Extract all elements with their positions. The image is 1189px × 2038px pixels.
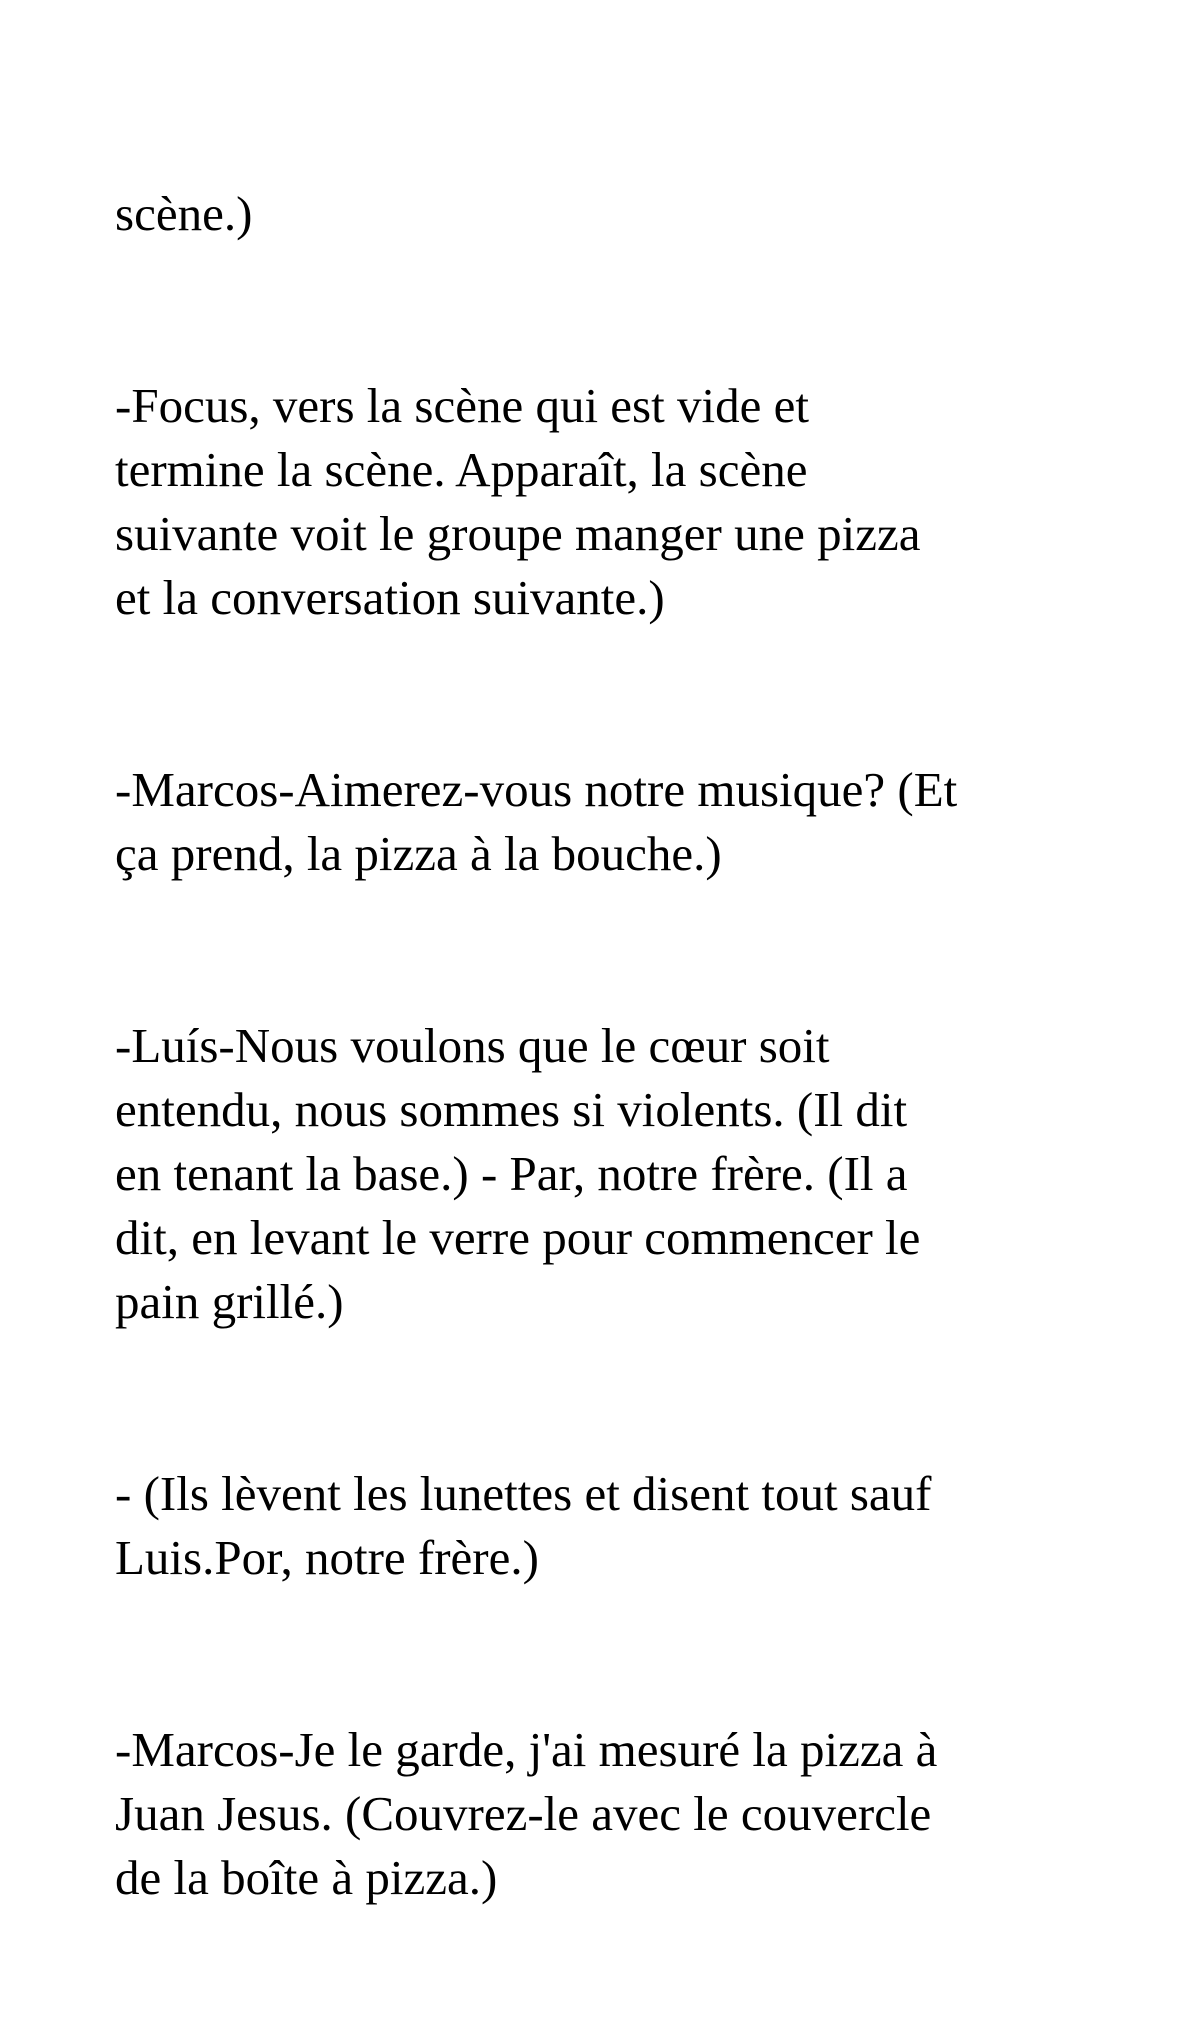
paragraph-luis-heart: -Luís-Nous voulons que le cœur soit entendu, nous sommes si violents. (Il dit en tenant la base.) - Par, notre frère. (Il a dit, en levant le verre pour commencer le pain grillé.): [115, 1018, 921, 1329]
paragraph-marcos-music: -Marcos-Aimerez-vous notre musique? (Et ça prend, la pizza à la bouche.): [115, 762, 958, 881]
paragraph-marcos-pizza: -Marcos-Je le garde, j'ai mesuré la pizza à Juan Jesus. (Couvrez-le avec le couvercle de la boîte à pizza.): [115, 1722, 938, 1905]
document-page: [115, 118, 1115, 2038]
paragraph-scene-end: scène.): [115, 186, 253, 241]
paragraph-glasses: - (Ils lèvent les lunettes et disent tout sauf Luis.Por, notre frère.): [115, 1466, 932, 1585]
paragraph-focus: -Focus, vers la scène qui est vide et termine la scène. Apparaît, la scène suivante voit le groupe manger une pizza et la conversation suivante.): [115, 378, 921, 625]
